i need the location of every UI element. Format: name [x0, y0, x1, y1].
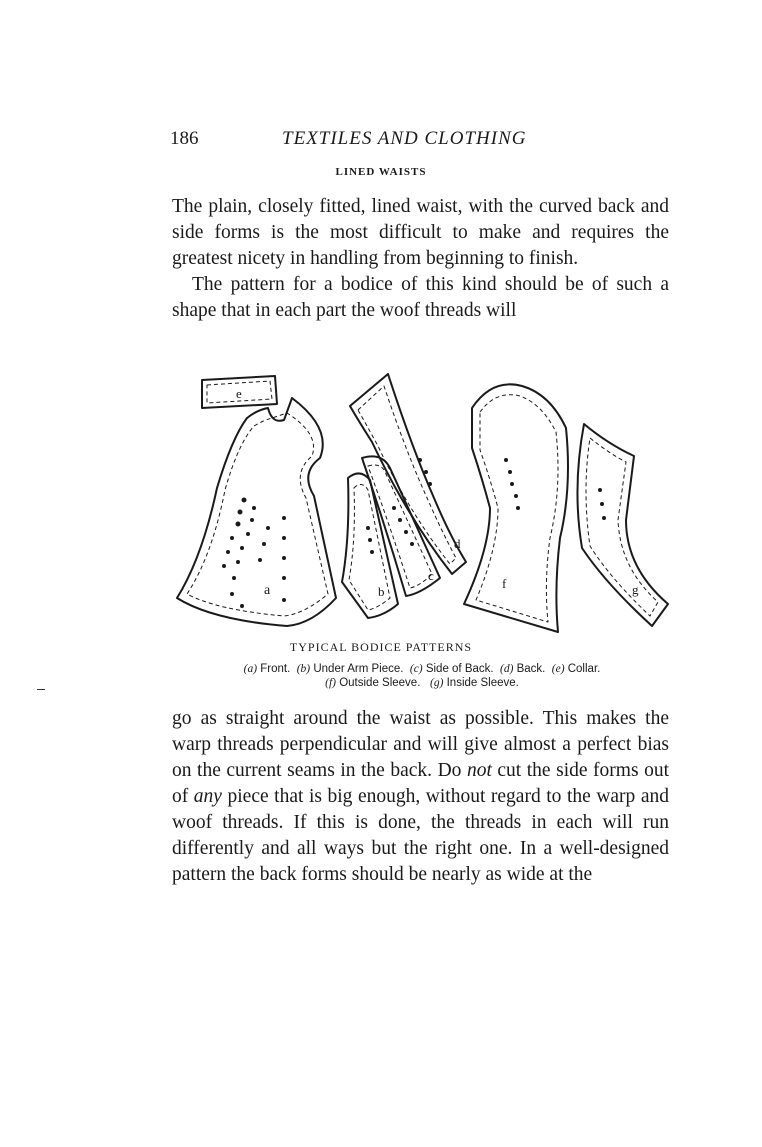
- label-f: f: [502, 576, 507, 591]
- figure-caption-title: TYPICAL BODICE PATTERNS: [289, 640, 473, 654]
- label-e: e: [236, 386, 242, 401]
- collar-piece-e: [202, 376, 277, 408]
- label-a: a: [264, 583, 271, 598]
- bodice-patterns-illustration: [172, 368, 672, 638]
- paragraph-3: go as straight around the waist as possible. This makes the warp threads perpendicular and will give almost a perfect bias on the current seams in the back. Do not cut the side forms out of any piece that is big enough, without regard to the warp and woof threads. If this is done, the threads in each will run differently and all ways but the right one. In a well-designed pattern the back forms should be nearly as wide at the: [172, 708, 669, 885]
- outside-sleeve-piece-f: [464, 384, 568, 632]
- margin-mark: [37, 689, 45, 690]
- page-number: 186: [170, 128, 199, 149]
- figure-legend: [172, 662, 672, 690]
- paragraph-1: The plain, closely fitted, lined waist, with the curved back and side forms is the most difficult to make and requires the greatest nicety in handling from beginning to finish.: [172, 196, 669, 269]
- running-title: TEXTILES AND CLOTHING: [282, 128, 527, 149]
- front-piece-a: [177, 398, 336, 626]
- label-g: g: [632, 582, 639, 597]
- paragraph-2: The pattern for a bodice of this kind should be of such a shape that in each part the woof threads will: [172, 274, 669, 321]
- section-heading: LINED WAISTS: [335, 166, 427, 178]
- inside-sleeve-piece-g: [577, 424, 668, 626]
- label-b: b: [378, 584, 385, 599]
- body-text-upper: [172, 194, 669, 324]
- legend-line-2: (f) Outside Sleeve. (g) Inside Sleeve.: [325, 677, 519, 689]
- body-text-lower: [172, 706, 669, 888]
- bodice-patterns-figure: [172, 368, 672, 638]
- side-of-back-piece-c: [362, 456, 440, 596]
- under-arm-piece-b: [342, 473, 398, 618]
- legend-line-1: (a) Front. (b) Under Arm Piece. (c) Side of Back. (d) Back. (e) Collar.: [243, 663, 601, 675]
- label-d: d: [454, 536, 461, 551]
- label-c: c: [428, 568, 434, 583]
- front-perforation-marks: [222, 498, 286, 609]
